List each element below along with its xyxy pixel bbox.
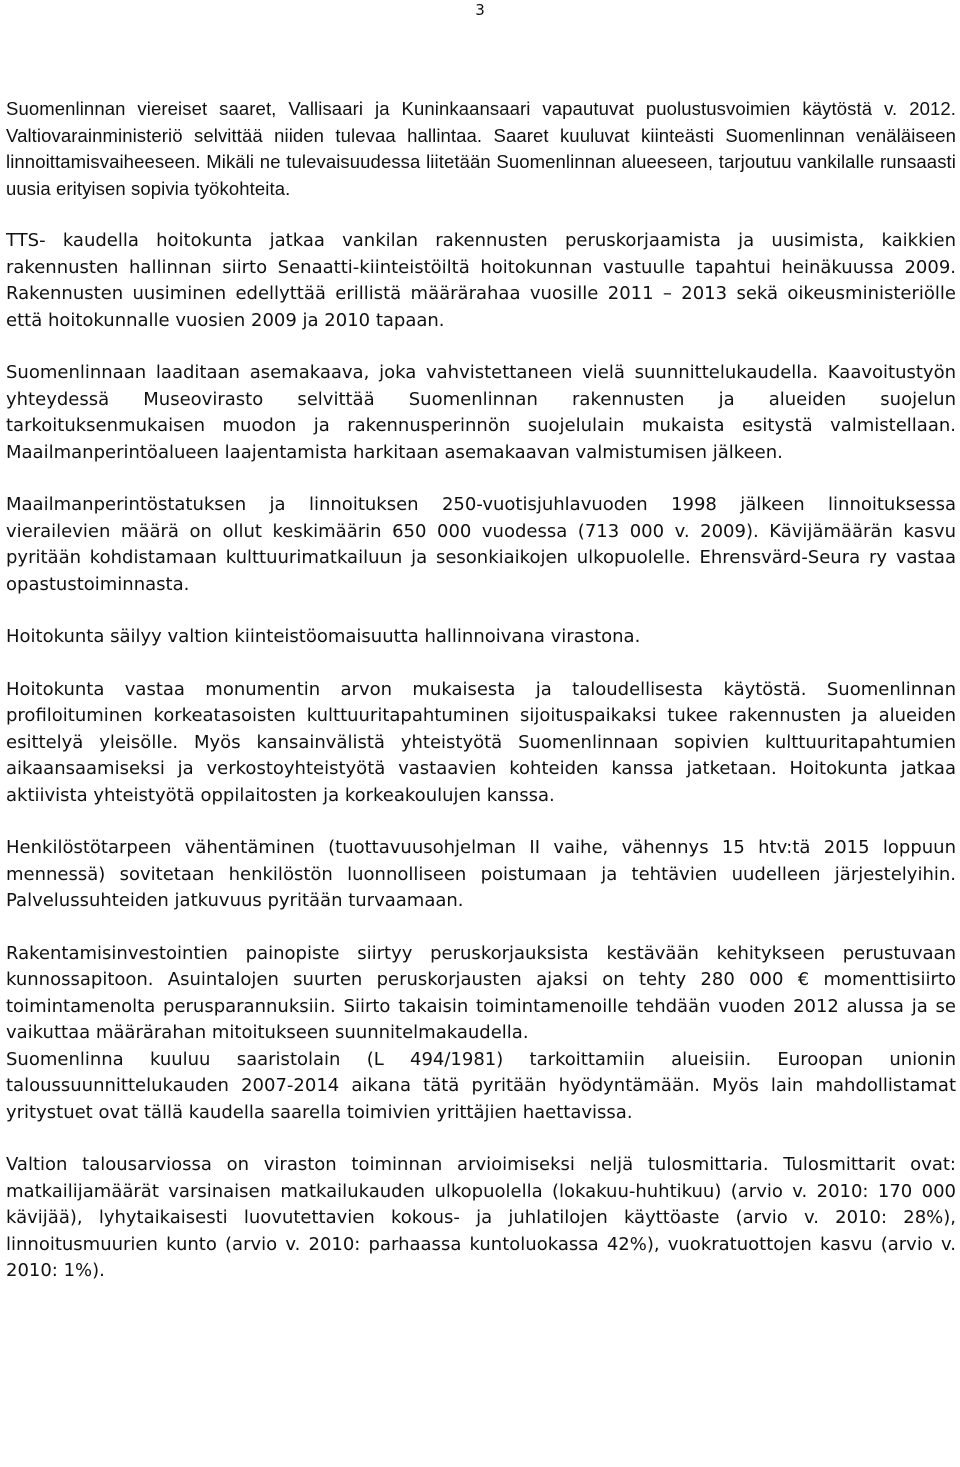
paragraph-staffing: Henkilöstötarpeen vähentäminen (tuottavuusohjelman II vaihe, vähennys 15 htv:tä 2015 loppuun mennessä) sovitetaan henkilöstön luonnolliseen poistumaan ja tehtävien uudelleen järjestelyihin. Palvelussuhteiden jatkuvuus pyritään turvaamaan. — [6, 837, 956, 911]
paragraph-visitors: Maailmanperintöstatuksen ja linnoituksen 250-vuotisjuhlavuoden 1998 jälkeen linnoituksessa vierailevien määrä on ollut keskimäärin 650 000 vuodessa (713 000 v. 2009). Kävijämäärän kasvu pyritään kohdistamaan kulttuurimatkailuun ja sesonkiaikojen ulkopuolelle. Ehrensvärd-Seura ry vastaa opastustoiminnasta. — [6, 494, 956, 595]
paragraph-investments: Rakentamisinvestointien painopiste siirtyy peruskorjauksista kestävään kehitykseen perustuvaan kunnossapitoon. Asuintalojen suurten peruskorjausten ajaksi on tehty 280 000 € momenttisiirto toimintamenolta perusparannuksiin. Siirto takaisin toimintamenoille tehdään vuoden 2012 alussa ja se vaikuttaa määrärahan mitoitukseen suunnitelmakaudella. — [6, 942, 956, 1043]
paragraph-monument-use: Hoitokunta vastaa monumentin arvon mukaisesta ja taloudellisesta käytöstä. Suomenlinnan profiloituminen korkeatasoisten kulttuuritapahtuminen sijoituspaikaksi tukee rakennusten ja alueiden esittelyä yleisölle. Myös kansainvälistä yhteistyötä Suomenlinnaan sopivien kulttuuritapahtumien aikaansaamiseksi ja verkostoyhteistyötä vastaavien kohteiden kanssa jatketaan. Hoitokunta jatkaa aktiivista yhteistyötä oppilaitosten ja korkeakoulujen kanssa. — [6, 678, 956, 806]
document-body — [6, 96, 956, 1285]
paragraph-agency-status: Hoitokunta säilyy valtion kiinteistöomaisuutta hallinnoivana virastona. — [6, 626, 641, 647]
paragraph-performance-metrics: Valtion talousarviossa on viraston toiminnan arvioimiseksi neljä tulosmittaria. Tulosmittarit ovat: matkailijamäärät varsinaisen matkailukauden ulkopuolella (lokakuu-huhtikuu) (arvio v. 2010: 170 000 kävijää), lyhytaikaisesti luovutettavien kokous- ja juhlatilojen käyttöaste (arvio v. 2010: 28%), linnoitusmuurien kunto (arvio v. 2010: parhaassa kuntoluokassa 42%), vuokratuottojen kasvu (arvio v. 2010: 1%). — [6, 1154, 956, 1281]
paragraph-archipelago-law: Suomenlinna kuuluu saaristolain (L 494/1981) tarkoittamiin alueisiin. Euroopan unionin taloussuunnittelukauden 2007-2014 aikana tätä pyritään hyödyntämään. Myös lain mahdollistamat yritystuet ovat tällä kaudella saarella toimivien yrittäjien haettavissa. — [6, 1048, 956, 1123]
paragraph-tts-period: TTS- kaudella hoitokunta jatkaa vankilan rakennusten peruskorjaamista ja uusimista, kaikkien rakennusten hallinnan siirto Senaatti-kiinteistöiltä hoitokunnan vastuulle tapahtui heinäkuussa 2009. Rakennusten uusiminen edellyttää erillistä määrärahaa vuosille 2011 – 2013 sekä oikeusministeriölle että hoitokunnalle vuosien 2009 ja 2010 tapaan. — [6, 230, 956, 331]
page-number: 3 — [475, 1, 485, 19]
paragraph-zoning-plan: Suomenlinnaan laaditaan asemakaava, joka vahvistettaneen vielä suunnittelukaudella. Kaavoitustyön yhteydessä Museovirasto selvittää Suomenlinnan rakennusten ja alueiden suojelun tarkoituksenmukaisen muodon ja rakennusperinnön suojelulain mukaista esitystä valmistellaan. Maailmanperintöalueen laajentamista harkitaan asemakaavan valmistumisen jälkeen. — [6, 362, 956, 463]
paragraph-islands: Suomenlinnan viereiset saaret, Vallisaari ja Kuninkaansaari vapautuvat puolustusvoimien käytöstä v. 2012. Valtiovarainministeriö selvittää niiden tulevaa hallintaa. Saaret kuuluvat kiinteästi Suomenlinnan venäläiseen linnoittamisvaiheeseen. Mikäli ne tulevaisuudessa liitetään Suomenlinnan alueeseen, tarjoutuu vankilalle runsaasti uusia erityisen sopivia työkohteita. — [6, 98, 956, 199]
